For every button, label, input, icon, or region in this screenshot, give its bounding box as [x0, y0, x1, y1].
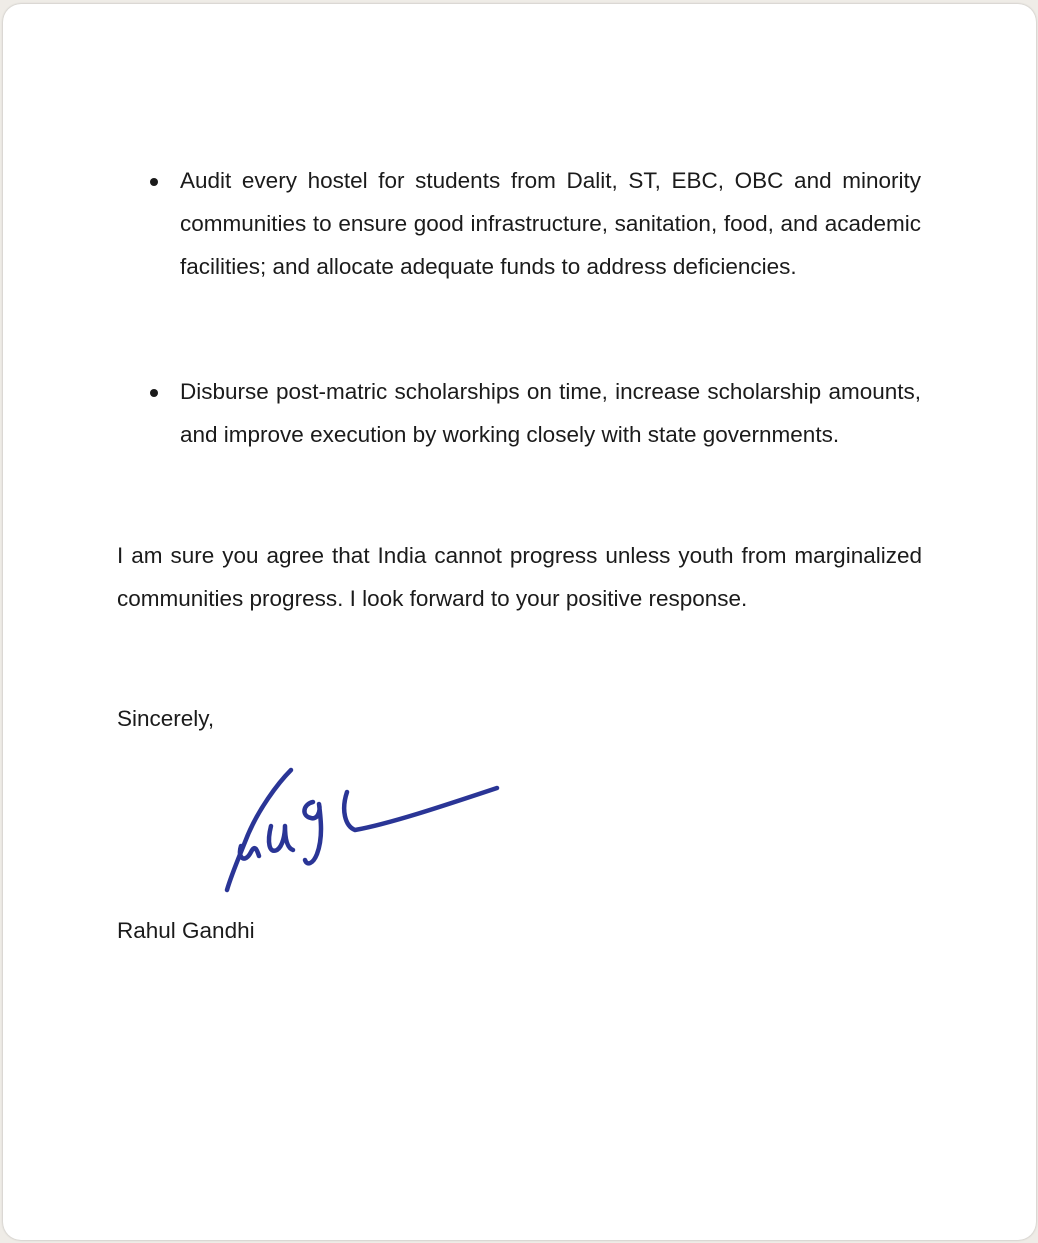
- signer-name: Rahul Gandhi: [117, 918, 255, 943]
- bullet-icon: [150, 389, 158, 397]
- bullet-text-scholarships: Disburse post-matric scholarships on time, increase scholarship amounts, and improve execution by working closely with state governments.: [180, 379, 921, 447]
- bullet-text-hostel-audit: Audit every hostel for students from Dalit, ST, EBC, OBC and minority communities to ensure good infrastructure, sanitation, food, and academic facilities; and allocate adequate funds to address deficiencies.: [180, 168, 921, 279]
- handwritten-signature: [213, 754, 513, 904]
- closing-paragraph: I am sure you agree that India cannot progress unless youth from marginalized communities progress. I look forward to your positive response.: [117, 543, 922, 611]
- bullet-icon: [150, 178, 158, 186]
- complimentary-close: Sincerely,: [117, 706, 215, 731]
- letter-page: [3, 4, 1036, 1240]
